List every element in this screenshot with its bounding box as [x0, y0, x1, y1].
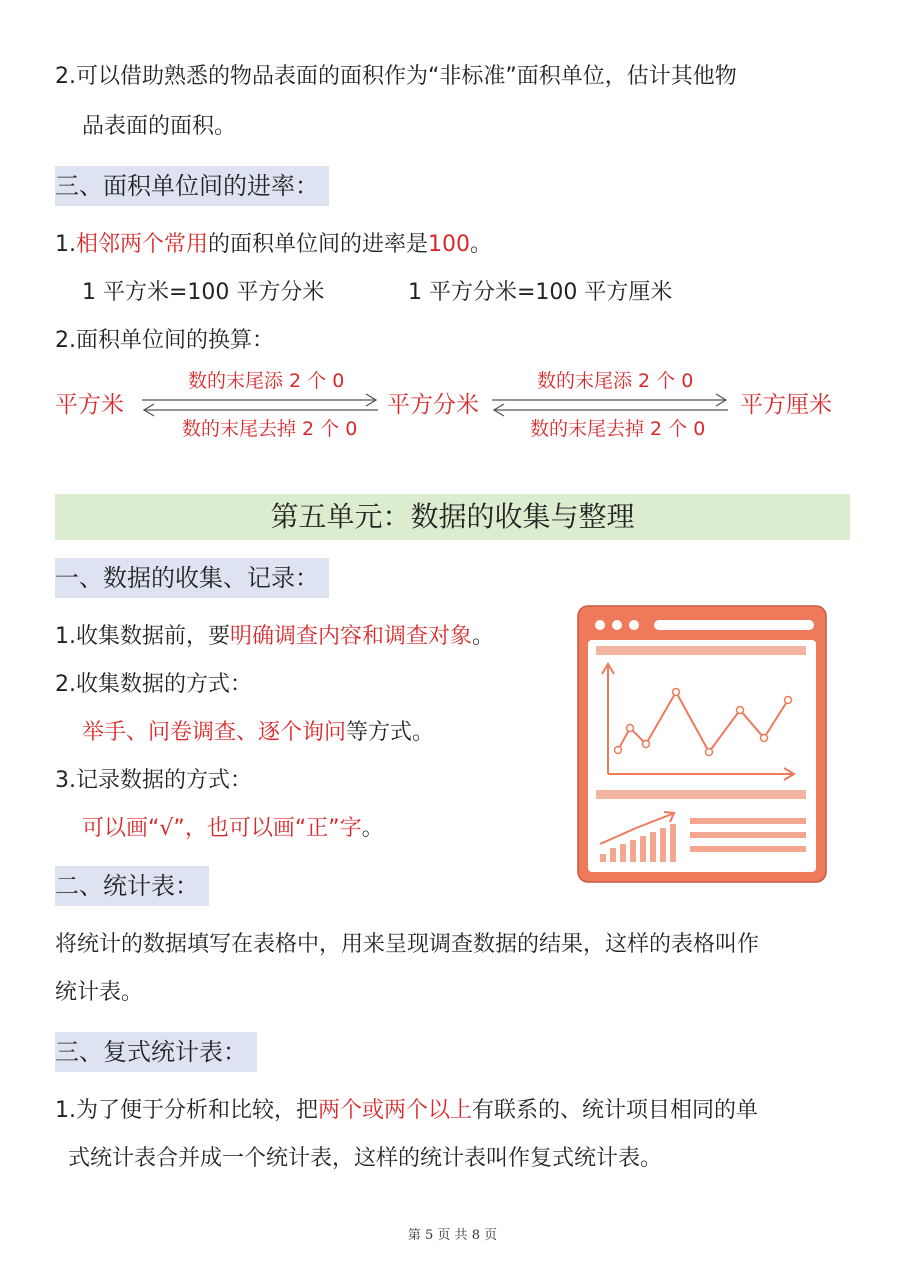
window-dot-icon — [629, 620, 639, 630]
unit-square-meter: 平方米 — [55, 392, 124, 418]
part1-item3-detail — [82, 814, 384, 844]
sec3-item1-rate: 100 — [428, 232, 471, 257]
unit-banner-title: 第五单元：数据的收集与整理 — [55, 494, 850, 540]
part1-item2-end: 等方式。 — [346, 720, 435, 745]
sec3-item1-end: 。 — [470, 232, 493, 257]
equation-sqdm-sqcm: 1 平方分米=100 平方厘米 — [408, 280, 673, 305]
sec3-item2: 2.面积单位间的换算： — [55, 328, 274, 353]
unit-square-centimeter: 平方厘米 — [740, 392, 832, 418]
part1-item1-end: 。 — [472, 624, 495, 649]
sec3-item1-prefix: 1. — [55, 232, 76, 257]
section-heading-conversion-rate: 三、面积单位间的进率： — [55, 166, 329, 206]
label-add-zeros-2: 数的末尾添 2 个 0 — [537, 370, 694, 392]
part1-item3-highlight: 可以画“√”，也可以画“正”字 — [82, 816, 362, 841]
part1-item2-detail — [82, 718, 434, 748]
part1-item1-prefix: 1.收集数据前，要 — [55, 624, 230, 649]
arrow-left-1 — [144, 404, 378, 416]
part3-item1-prefix: 1.为了便于分析和比较，把 — [55, 1098, 318, 1123]
part1-item1-highlight: 明确调查内容和调查对象 — [230, 624, 473, 649]
part3-item1-highlight: 两个或两个以上 — [318, 1098, 473, 1123]
section-heading-table: 二、统计表： — [55, 866, 209, 906]
window-dot-icon — [595, 620, 605, 630]
part1-item3-end: 。 — [361, 816, 384, 841]
conversion-arrows — [0, 0, 905, 460]
label-remove-zeros-1: 数的末尾去掉 2 个 0 — [182, 418, 358, 440]
sec2-item2-line1: 2.可以借助熟悉的物品表面的面积作为“非标准”面积单位，估计其他物 — [55, 64, 737, 89]
section-heading-collect: 一、数据的收集、记录： — [55, 558, 329, 598]
label-remove-zeros-2: 数的末尾去掉 2 个 0 — [530, 418, 706, 440]
part3-item1-line1 — [55, 1096, 758, 1126]
unit-square-decimeter: 平方分米 — [387, 392, 479, 418]
part2-line1: 将统计的数据填写在表格中，用来呈现调查数据的结果，这样的表格叫作 — [55, 932, 760, 957]
part1-item1 — [55, 622, 494, 652]
part1-item2: 2.收集数据的方式： — [55, 672, 252, 697]
section-heading-compound-table: 三、复式统计表： — [55, 1032, 257, 1072]
sec2-item2-line2: 品表面的面积。 — [82, 114, 237, 139]
part3-item1-line2: 式统计表合并成一个统计表，这样的统计表叫作复式统计表。 — [68, 1146, 663, 1171]
part2-line2: 统计表。 — [55, 980, 144, 1005]
equation-sqm-sqdm: 1 平方米=100 平方分米 — [82, 280, 325, 305]
label-add-zeros-1: 数的末尾添 2 个 0 — [188, 370, 345, 392]
line-chart-illustration — [576, 604, 828, 884]
part1-item2-highlight: 举手、问卷调查、逐个询问 — [82, 720, 347, 745]
arrow-left-2 — [494, 404, 728, 416]
sec3-item1-highlight: 相邻两个常用 — [76, 232, 209, 257]
sec3-item1-mid: 的面积单位间的进率是 — [208, 232, 429, 257]
arrow-right-1 — [142, 394, 376, 406]
page-number: 第 5 页 共 8 页 — [407, 1228, 498, 1243]
arrow-right-2 — [492, 394, 726, 406]
part1-item3: 3.记录数据的方式： — [55, 768, 252, 793]
window-dot-icon — [612, 620, 622, 630]
part3-item1-mid: 有联系的、统计项目相同的单 — [472, 1098, 759, 1123]
